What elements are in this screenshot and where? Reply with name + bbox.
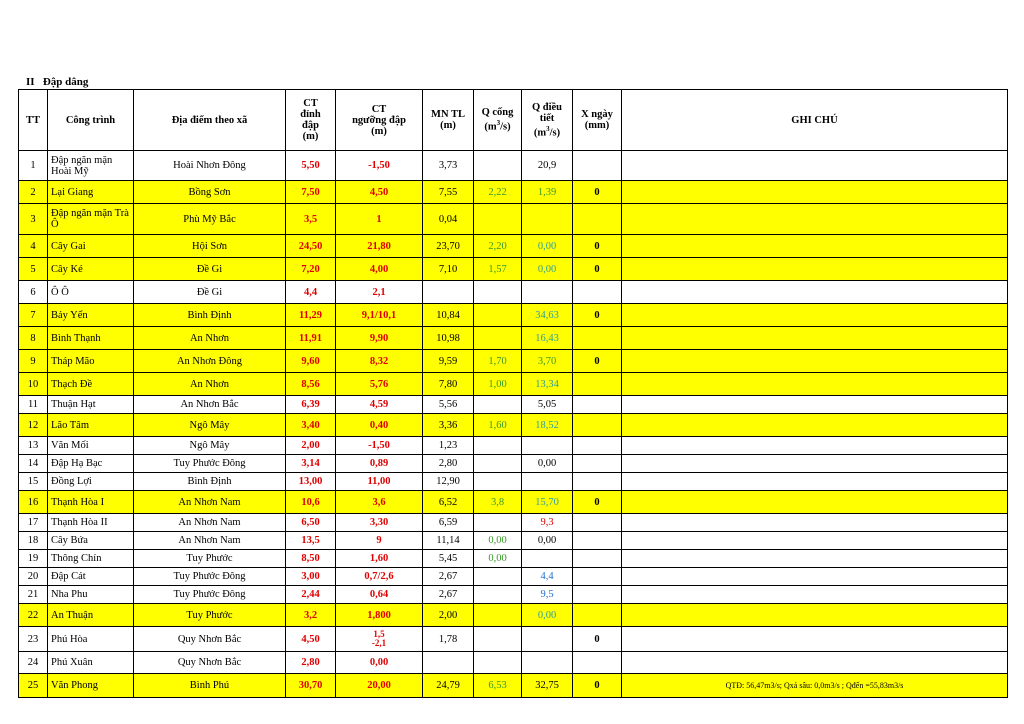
cell-tt: 20 (19, 568, 48, 586)
cell-name: Đập ngăn mặn Trà Ô (48, 204, 134, 235)
cell-x-ngay: 0 (573, 235, 622, 258)
table-row (19, 373, 1008, 396)
table-row (19, 204, 1008, 235)
cell-q-dieu: 0,00 (522, 604, 573, 627)
cell-q-dieu: 1,39 (522, 181, 573, 204)
cell-name: Nha Phu (48, 586, 134, 604)
cell-tt: 15 (19, 473, 48, 491)
section-number: II (26, 76, 35, 88)
table-row (19, 604, 1008, 627)
cell-note (622, 437, 1008, 455)
cell-mntl: 10,98 (423, 327, 474, 350)
cell-ct-dinh: 13,00 (286, 473, 336, 491)
cell-x-ngay (573, 327, 622, 350)
table-row (19, 674, 1008, 698)
cell-name: Thạnh Hòa II (48, 514, 134, 532)
cell-ct-dinh: 10,6 (286, 491, 336, 514)
cell-mntl: 6,52 (423, 491, 474, 514)
cell-note (622, 350, 1008, 373)
cell-tt: 11 (19, 396, 48, 414)
table-row (19, 327, 1008, 350)
cell-x-ngay (573, 550, 622, 568)
cell-tt: 16 (19, 491, 48, 514)
cell-name: Cây Bứa (48, 532, 134, 550)
cell-q-cong: 1,57 (474, 258, 522, 281)
cell-location: Bồng Sơn (134, 181, 286, 204)
cell-ct-nguong: 4,59 (336, 396, 423, 414)
cell-mntl: 3,73 (423, 151, 474, 181)
table-row (19, 586, 1008, 604)
header-x-ngay: X ngày (mm) (573, 90, 622, 151)
table-row (19, 181, 1008, 204)
cell-name: An Thuận (48, 604, 134, 627)
cell-mntl: 11,14 (423, 532, 474, 550)
cell-tt: 22 (19, 604, 48, 627)
cell-mntl: 23,70 (423, 235, 474, 258)
cell-x-ngay: 0 (573, 350, 622, 373)
cell-ct-dinh: 9,60 (286, 350, 336, 373)
cell-q-cong (474, 586, 522, 604)
cell-note (622, 604, 1008, 627)
cell-ct-dinh: 5,50 (286, 151, 336, 181)
cell-ct-nguong: 2,1 (336, 281, 423, 304)
table-row (19, 455, 1008, 473)
cell-ct-nguong: 9,90 (336, 327, 423, 350)
cell-mntl: 7,55 (423, 181, 474, 204)
section-name: Đập dâng (42, 76, 89, 88)
cell-location: An Nhơn (134, 327, 286, 350)
cell-ct-dinh: 6,39 (286, 396, 336, 414)
cell-location: An Nhơn Nam (134, 491, 286, 514)
cell-x-ngay: 0 (573, 258, 622, 281)
cell-q-dieu: 18,52 (522, 414, 573, 437)
cell-name: Phú Xuân (48, 652, 134, 674)
cell-ct-nguong: 1,60 (336, 550, 423, 568)
cell-q-dieu (522, 281, 573, 304)
cell-location: An Nhơn (134, 373, 286, 396)
table-row (19, 235, 1008, 258)
cell-name: Văn Phong (48, 674, 134, 698)
header-tt: TT (19, 90, 48, 151)
cell-mntl: 6,59 (423, 514, 474, 532)
cell-q-cong: 1,00 (474, 373, 522, 396)
cell-q-dieu: 34,63 (522, 304, 573, 327)
cell-q-dieu: 0,00 (522, 235, 573, 258)
cell-tt: 3 (19, 204, 48, 235)
cell-note (622, 473, 1008, 491)
cell-x-ngay (573, 373, 622, 396)
cell-name: Đập Hạ Bạc (48, 455, 134, 473)
cell-name: Thuận Hạt (48, 396, 134, 414)
cell-note (622, 373, 1008, 396)
cell-note (622, 204, 1008, 235)
cell-x-ngay: 0 (573, 304, 622, 327)
cell-location: Quy Nhơn Bắc (134, 627, 286, 652)
cell-mntl (423, 652, 474, 674)
cell-q-cong (474, 473, 522, 491)
cell-q-dieu: 16,43 (522, 327, 573, 350)
cell-location: An Nhơn Nam (134, 514, 286, 532)
table-row (19, 568, 1008, 586)
cell-tt: 24 (19, 652, 48, 674)
cell-location: Hội Sơn (134, 235, 286, 258)
cell-ct-nguong: 1 (336, 204, 423, 235)
cell-x-ngay (573, 473, 622, 491)
cell-q-dieu: 15,70 (522, 491, 573, 514)
cell-tt: 18 (19, 532, 48, 550)
cell-mntl: 1,78 (423, 627, 474, 652)
cell-ct-nguong: 0,7/2,6 (336, 568, 423, 586)
cell-location: Tuy Phước (134, 550, 286, 568)
cell-ct-nguong: 1,800 (336, 604, 423, 627)
cell-note (622, 514, 1008, 532)
cell-location: An Nhơn Bắc (134, 396, 286, 414)
cell-ct-dinh: 4,50 (286, 627, 336, 652)
header-row (19, 90, 1008, 151)
cell-q-dieu (522, 437, 573, 455)
cell-ct-dinh: 30,70 (286, 674, 336, 698)
cell-q-dieu: 20,9 (522, 151, 573, 181)
cell-q-cong: 2,20 (474, 235, 522, 258)
cell-tt: 6 (19, 281, 48, 304)
cell-location: Phù Mỹ Bắc (134, 204, 286, 235)
cell-ct-nguong: 0,64 (336, 586, 423, 604)
cell-location: Hoài Nhơn Đông (134, 151, 286, 181)
cell-location: An Nhơn Đông (134, 350, 286, 373)
cell-tt: 13 (19, 437, 48, 455)
cell-location: Ngô Mây (134, 437, 286, 455)
cell-ct-nguong: 9,1/10,1 (336, 304, 423, 327)
cell-note (622, 151, 1008, 181)
cell-q-cong (474, 304, 522, 327)
dam-table (18, 89, 1008, 698)
cell-name: Bình Thạnh (48, 327, 134, 350)
cell-note (622, 586, 1008, 604)
cell-x-ngay (573, 414, 622, 437)
cell-ct-nguong: 0,00 (336, 652, 423, 674)
cell-q-dieu: 0,00 (522, 532, 573, 550)
cell-q-dieu (522, 652, 573, 674)
table-row (19, 550, 1008, 568)
cell-ct-dinh: 3,2 (286, 604, 336, 627)
cell-mntl: 7,10 (423, 258, 474, 281)
cell-mntl: 3,36 (423, 414, 474, 437)
cell-name: Tháp Mão (48, 350, 134, 373)
cell-q-cong: 0,00 (474, 550, 522, 568)
cell-ct-dinh: 3,5 (286, 204, 336, 235)
cell-ct-dinh: 3,40 (286, 414, 336, 437)
cell-location: Bình Định (134, 473, 286, 491)
cell-tt: 5 (19, 258, 48, 281)
cell-tt: 1 (19, 151, 48, 181)
cell-name: Bảy Yển (48, 304, 134, 327)
cell-q-cong (474, 151, 522, 181)
cell-ct-nguong: 5,76 (336, 373, 423, 396)
cell-mntl: 2,67 (423, 586, 474, 604)
cell-ct-nguong: 3,6 (336, 491, 423, 514)
cell-note: QTĐ: 56,47m3/s; Qxả sâu: 0,0m3/s ; Qđến =55,83m3/s (622, 674, 1008, 698)
table-row (19, 304, 1008, 327)
cell-ct-nguong: 0,89 (336, 455, 423, 473)
cell-name: Lại Giang (48, 181, 134, 204)
cell-ct-dinh: 2,44 (286, 586, 336, 604)
cell-q-cong: 1,60 (474, 414, 522, 437)
cell-tt: 8 (19, 327, 48, 350)
cell-note (622, 414, 1008, 437)
cell-x-ngay (573, 568, 622, 586)
cell-q-cong: 2,22 (474, 181, 522, 204)
cell-ct-nguong: 4,00 (336, 258, 423, 281)
cell-tt: 17 (19, 514, 48, 532)
cell-ct-nguong: 21,80 (336, 235, 423, 258)
cell-q-dieu: 3,70 (522, 350, 573, 373)
cell-name: Đập Cát (48, 568, 134, 586)
table-row (19, 514, 1008, 532)
cell-q-dieu: 9,3 (522, 514, 573, 532)
cell-q-cong (474, 327, 522, 350)
cell-location: Bình Định (134, 304, 286, 327)
cell-location: An Nhơn Nam (134, 532, 286, 550)
cell-q-cong (474, 204, 522, 235)
cell-name: Đồng Lợi (48, 473, 134, 491)
cell-x-ngay (573, 652, 622, 674)
cell-ct-nguong: 20,00 (336, 674, 423, 698)
cell-note (622, 304, 1008, 327)
cell-name: Thông Chín (48, 550, 134, 568)
header-q-dieu: Q điều tiết $(m^3/s)$ (522, 90, 573, 151)
cell-ct-nguong: 4,50 (336, 181, 423, 204)
cell-note (622, 281, 1008, 304)
cell-location: Tuy Phước (134, 604, 286, 627)
cell-location: Quy Nhơn Bắc (134, 652, 286, 674)
cell-q-cong: 0,00 (474, 532, 522, 550)
cell-q-dieu: 32,75 (522, 674, 573, 698)
cell-q-cong (474, 627, 522, 652)
cell-ct-dinh: 13,5 (286, 532, 336, 550)
cell-ct-nguong: 0,40 (336, 414, 423, 437)
header-ct-nguong: CT ngưỡng đập (m) (336, 90, 423, 151)
cell-q-dieu: 5,05 (522, 396, 573, 414)
cell-q-dieu: 13,34 (522, 373, 573, 396)
cell-tt: 19 (19, 550, 48, 568)
cell-location: Tuy Phước Đông (134, 586, 286, 604)
cell-note (622, 627, 1008, 652)
cell-tt: 2 (19, 181, 48, 204)
cell-q-dieu: 0,00 (522, 455, 573, 473)
cell-q-dieu (522, 473, 573, 491)
cell-q-cong (474, 604, 522, 627)
cell-x-ngay (573, 532, 622, 550)
cell-q-cong (474, 652, 522, 674)
cell-note (622, 568, 1008, 586)
cell-note (622, 532, 1008, 550)
cell-location: Ngô Mây (134, 414, 286, 437)
cell-mntl: 7,80 (423, 373, 474, 396)
cell-ct-dinh: 7,20 (286, 258, 336, 281)
cell-tt: 14 (19, 455, 48, 473)
cell-ct-nguong: 1,5 -2,1 (336, 627, 423, 652)
cell-q-dieu: 0,00 (522, 258, 573, 281)
cell-ct-dinh: 3,00 (286, 568, 336, 586)
cell-ct-dinh: 8,56 (286, 373, 336, 396)
cell-mntl: 2,00 (423, 604, 474, 627)
cell-note (622, 652, 1008, 674)
cell-tt: 9 (19, 350, 48, 373)
cell-x-ngay (573, 604, 622, 627)
cell-location: Tuy Phước Đông (134, 568, 286, 586)
table-row (19, 151, 1008, 181)
cell-x-ngay (573, 204, 622, 235)
header-q-cong: Q cống $(m^3/s)$ (474, 90, 522, 151)
cell-mntl: 2,67 (423, 568, 474, 586)
cell-mntl: 10,84 (423, 304, 474, 327)
cell-q-cong: 6,53 (474, 674, 522, 698)
table-row (19, 627, 1008, 652)
cell-tt: 23 (19, 627, 48, 652)
cell-ct-nguong: 11,00 (336, 473, 423, 491)
table-row (19, 491, 1008, 514)
cell-mntl: 2,80 (423, 455, 474, 473)
cell-q-dieu: 9,5 (522, 586, 573, 604)
cell-name: Phú Hòa (48, 627, 134, 652)
cell-x-ngay (573, 396, 622, 414)
cell-ct-nguong: 8,32 (336, 350, 423, 373)
cell-ct-nguong: -1,50 (336, 151, 423, 181)
section-title (26, 76, 88, 88)
cell-q-cong (474, 281, 522, 304)
cell-tt: 7 (19, 304, 48, 327)
cell-name: Cây Gai (48, 235, 134, 258)
cell-q-dieu: 4,4 (522, 568, 573, 586)
cell-x-ngay (573, 455, 622, 473)
cell-tt: 21 (19, 586, 48, 604)
cell-note (622, 181, 1008, 204)
cell-note (622, 235, 1008, 258)
table-row (19, 532, 1008, 550)
cell-name: Cây Ké (48, 258, 134, 281)
cell-note (622, 455, 1008, 473)
cell-location: Đề Gi (134, 258, 286, 281)
table-row (19, 396, 1008, 414)
cell-ct-nguong: 9 (336, 532, 423, 550)
cell-ct-dinh: 7,50 (286, 181, 336, 204)
header-location: Địa điểm theo xã (134, 90, 286, 151)
cell-ct-dinh: 2,80 (286, 652, 336, 674)
cell-ct-dinh: 11,91 (286, 327, 336, 350)
cell-q-cong (474, 568, 522, 586)
cell-note (622, 327, 1008, 350)
cell-tt: 10 (19, 373, 48, 396)
cell-ct-dinh: 24,50 (286, 235, 336, 258)
header-note: GHI CHÚ (622, 90, 1008, 151)
cell-q-cong: 1,70 (474, 350, 522, 373)
cell-name: Ô Ô (48, 281, 134, 304)
cell-q-cong (474, 396, 522, 414)
cell-location: Tuy Phước Đông (134, 455, 286, 473)
cell-note (622, 491, 1008, 514)
table-row (19, 652, 1008, 674)
cell-tt: 25 (19, 674, 48, 698)
cell-q-dieu (522, 550, 573, 568)
cell-ct-nguong: 3,30 (336, 514, 423, 532)
cell-x-ngay (573, 151, 622, 181)
cell-mntl: 5,56 (423, 396, 474, 414)
cell-x-ngay: 0 (573, 627, 622, 652)
table-row (19, 350, 1008, 373)
cell-name: Thạch Đề (48, 373, 134, 396)
cell-mntl: 9,59 (423, 350, 474, 373)
cell-location: Bình Phú (134, 674, 286, 698)
cell-mntl: 12,90 (423, 473, 474, 491)
header-mntl: MN TL (m) (423, 90, 474, 151)
cell-mntl: 24,79 (423, 674, 474, 698)
cell-q-dieu (522, 627, 573, 652)
table-row (19, 473, 1008, 491)
cell-mntl: 0,04 (423, 204, 474, 235)
cell-ct-dinh: 11,29 (286, 304, 336, 327)
cell-mntl: 5,45 (423, 550, 474, 568)
cell-x-ngay (573, 514, 622, 532)
cell-location: Đề Gi (134, 281, 286, 304)
table-row (19, 258, 1008, 281)
cell-name: Lão Tâm (48, 414, 134, 437)
cell-q-cong: 3,8 (474, 491, 522, 514)
cell-ct-dinh: 2,00 (286, 437, 336, 455)
cell-ct-nguong: -1,50 (336, 437, 423, 455)
cell-q-cong (474, 514, 522, 532)
cell-tt: 4 (19, 235, 48, 258)
cell-name: Văn Mối (48, 437, 134, 455)
header-ct-dinh: CT đỉnh đập (m) (286, 90, 336, 151)
cell-note (622, 396, 1008, 414)
cell-name: Thạnh Hòa I (48, 491, 134, 514)
header-name: Công trình (48, 90, 134, 151)
cell-x-ngay (573, 281, 622, 304)
table-row (19, 281, 1008, 304)
cell-note (622, 258, 1008, 281)
cell-name: Đập ngăn mặn Hoài Mỹ (48, 151, 134, 181)
cell-ct-dinh: 4,4 (286, 281, 336, 304)
table-row (19, 414, 1008, 437)
cell-q-cong (474, 437, 522, 455)
cell-ct-dinh: 8,50 (286, 550, 336, 568)
cell-q-cong (474, 455, 522, 473)
cell-x-ngay (573, 586, 622, 604)
cell-x-ngay: 0 (573, 491, 622, 514)
cell-ct-dinh: 6,50 (286, 514, 336, 532)
cell-tt: 12 (19, 414, 48, 437)
cell-x-ngay: 0 (573, 674, 622, 698)
cell-mntl: 1,23 (423, 437, 474, 455)
table-row (19, 437, 1008, 455)
cell-x-ngay (573, 437, 622, 455)
cell-x-ngay: 0 (573, 181, 622, 204)
cell-ct-dinh: 3,14 (286, 455, 336, 473)
cell-note (622, 550, 1008, 568)
cell-mntl (423, 281, 474, 304)
cell-q-dieu (522, 204, 573, 235)
